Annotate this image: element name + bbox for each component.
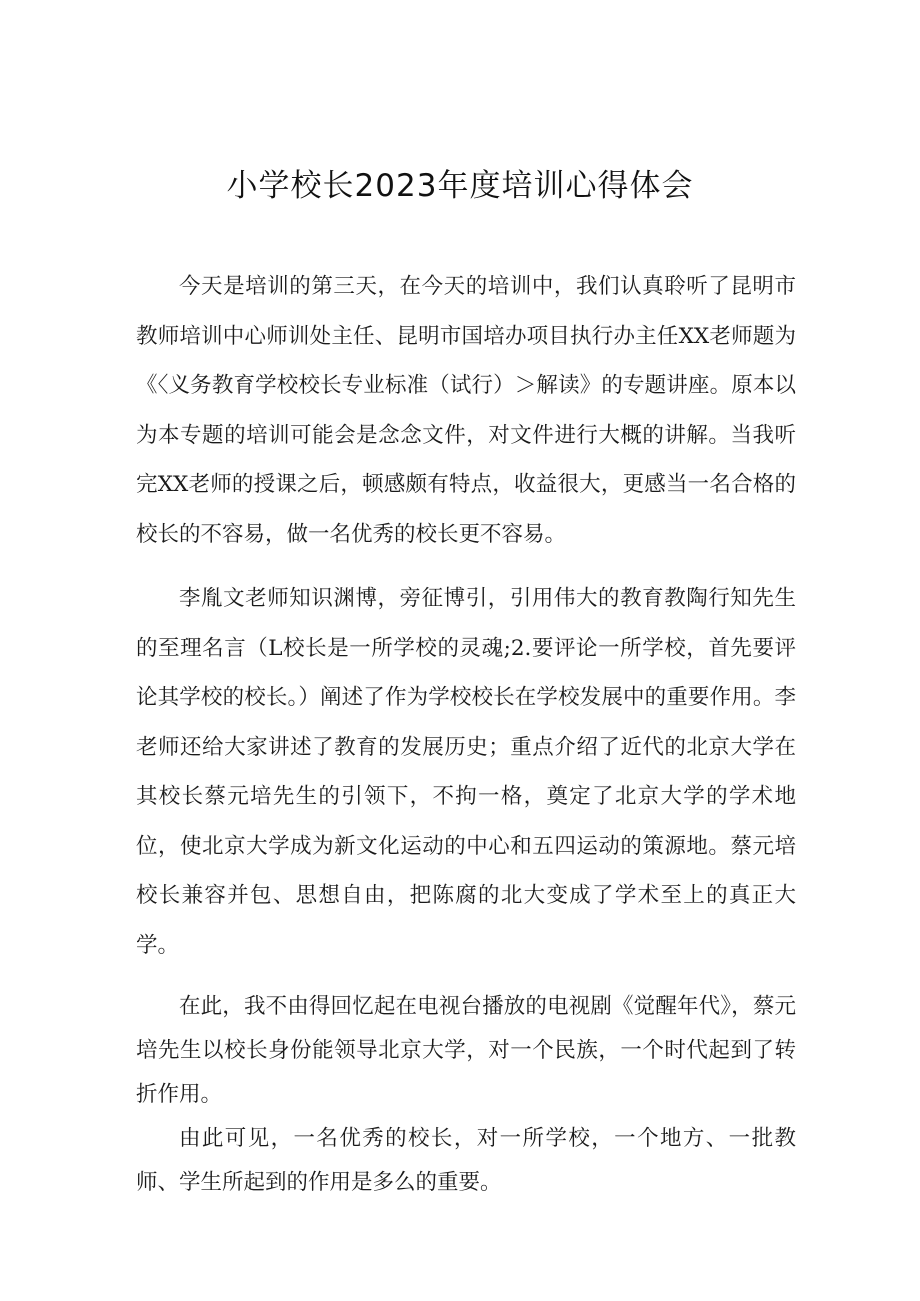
document-body	[136, 262, 796, 1205]
paragraph-2: 李胤文老师知识渊博，旁征博引，引用伟大的教育教陶行知先生的至理名言（L校长是一所学校的灵魂;2.要评论一所学校，首先要评论其学校的校长。）阐述了作为学校校长在学校发展中的重要作用。李老师还给大家讲述了教育的发展历史；重点介绍了近代的北京大学在其校长蔡元培先生的引领下，不拘一格，奠定了北京大学的学术地位，使北京大学成为新文化运动的中心和五四运动的策源地。蔡元培校长兼容并包、思想自由，把陈腐的北大变成了学术至上的真正大学。	[136, 586, 796, 958]
paragraph-1: 今天是培训的第三天，在今天的培训中，我们认真聆听了昆明市教师培训中心师训处主任、昆明市国培办项目执行办主任XX老师题为《〈义务教育学校校长专业标准（试行）＞解读》的专题讲座。原本以为本专题的培训可能会是念念文件，对文件进行大概的讲解。当我听完XX老师的授课之后，顿感颇有特点，收益很大，更感当一名合格的校长的不容易，做一名优秀的校长更不容易。	[136, 274, 796, 547]
paragraph-4: 由此可见，一名优秀的校长，对一所学校，一个地方、一批教师、学生所起到的作用是多么的重要。	[136, 1126, 796, 1195]
paragraph-3: 在此，我不由得回忆起在电视台播放的电视剧《觉醒年代》，蔡元培先生以校长身份能领导北京大学，对一个民族，一个时代起到了转折作用。	[136, 994, 796, 1107]
document-title: 小学校长2023年度培训心得体会	[226, 168, 694, 204]
